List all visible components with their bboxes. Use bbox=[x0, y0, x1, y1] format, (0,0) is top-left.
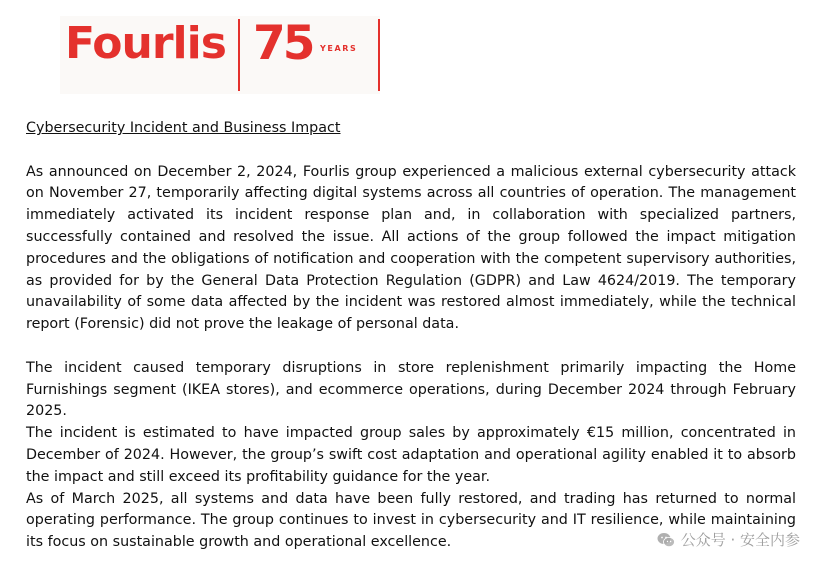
logo-right-divider bbox=[378, 19, 380, 91]
document-body bbox=[26, 118, 796, 554]
logo-anniversary-number: 75 bbox=[253, 16, 313, 71]
logo-divider bbox=[238, 19, 240, 91]
logo-brand-wordmark: Fourlis bbox=[65, 18, 226, 69]
watermark-text: 公众号 · 安全内参 bbox=[680, 531, 800, 549]
paragraph-spacer bbox=[26, 336, 796, 358]
wechat-icon bbox=[657, 532, 675, 548]
fourlis-75-years-logo bbox=[60, 16, 380, 94]
paragraph-disruptions: The incident caused temporary disruptions in store replenishment primarily impacting the Home Furnishings segment (IKEA stores), and ecommerce operations, during December 2024 through February 2025. bbox=[26, 359, 796, 420]
paragraph-sales-impact: The incident is estimated to have impacted group sales by approximately €15 million, concentrated in December of 2024. However, the group’s swift cost adaptation and operational agility enabled it to absorb the impact and still exceed its profitability guidance for the year. bbox=[26, 425, 796, 485]
paragraph-announcement: As announced on December 2, 2024, Fourlis group experienced a malicious external cybersecurity attack on November 27, temporarily affecting digital systems across all countries of operation. The management immediately activated its incident response plan and, in collaboration with specialized partners, successfully contained and resolved the issue. All actions of the group followed the impact mitigation procedures and the obligations of notification and cooperation with the competent supervisory authorities, as provided for by the General Data Protection Regulation (GDPR) and Law 4624/2019. The temporary unavailability of some data affected by the incident was restored almost immediately, while the technical report (Forensic) did not prove the leakage of personal data. bbox=[26, 163, 796, 333]
logo-years-label: YEARS bbox=[320, 44, 358, 53]
section-heading: Cybersecurity Incident and Business Impact bbox=[26, 120, 341, 136]
paragraph-restoration: As of March 2025, all systems and data have been fully restored, and trading has returned to normal operating performance. The group continues to invest in cybersecurity and IT resilience, while maintaining its focus on sustainable growth and operational excellence. bbox=[26, 490, 796, 551]
wechat-watermark bbox=[657, 529, 800, 550]
